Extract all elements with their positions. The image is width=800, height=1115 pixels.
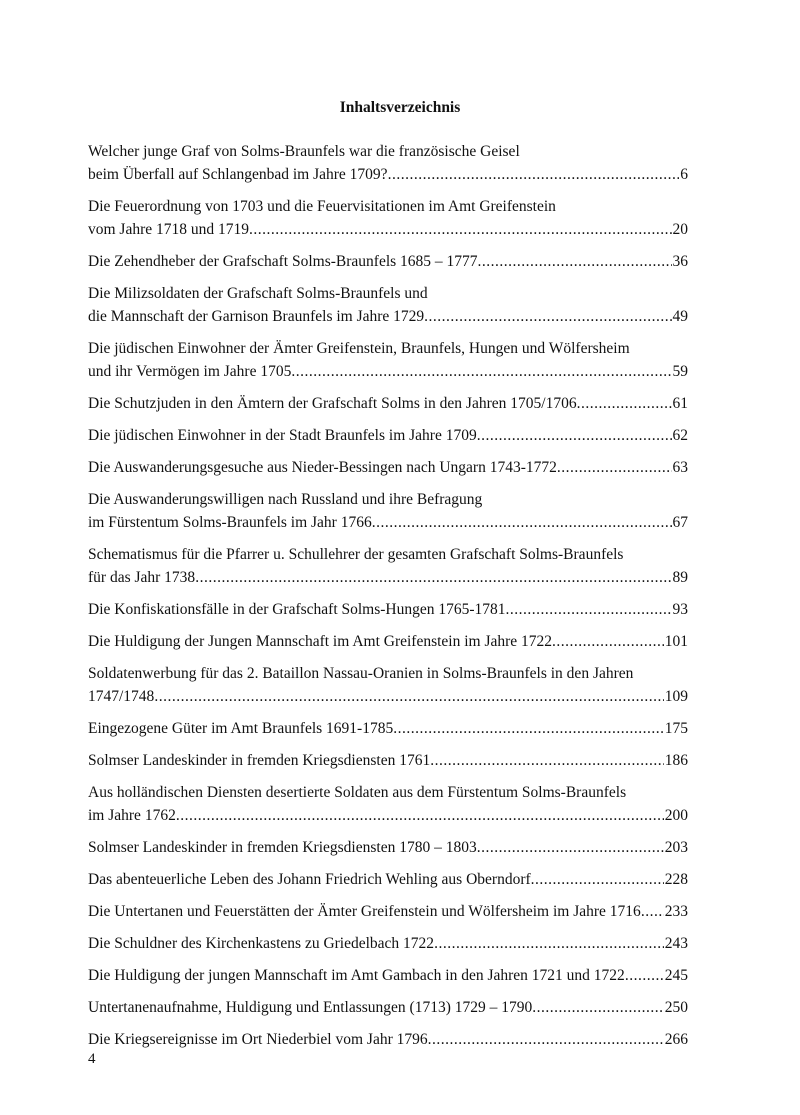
dot-leader [506, 598, 672, 621]
toc-entry-title-line: Die Huldigung der jungen Mannschaft im Amt Gambach in den Jahren 1721 und 1722 [88, 967, 625, 984]
toc-entry [88, 456, 688, 479]
toc-entry-page-number: 101 [664, 633, 688, 650]
toc-entry-page-number: 200 [664, 807, 688, 824]
dot-leader [195, 566, 671, 589]
toc-entry-last-line [88, 250, 688, 273]
dot-leader [477, 424, 672, 447]
toc-entry-title-line: Die jüdischen Einwohner der Ämter Greifenstein, Braunfels, Hungen und Wölfersheim [88, 340, 630, 357]
toc-entry-page-number: 89 [672, 569, 688, 586]
toc-entry-title-line: beim Überfall auf Schlangenbad im Jahre 1709? [88, 166, 388, 183]
toc-entry [88, 488, 688, 534]
toc-entry [88, 964, 688, 987]
toc-entry-last-line [88, 424, 688, 447]
toc-entry-title-line: Die Milizsoldaten der Grafschaft Solms-Braunfels und [88, 285, 428, 302]
toc-entry-last-line [88, 836, 688, 859]
toc-entry-last-line [88, 218, 688, 241]
toc-entry-last-line [88, 392, 688, 415]
toc-entry-title-line: Das abenteuerliche Leben des Johann Friedrich Wehling aus Oberndorf [88, 871, 531, 888]
toc-entry-last-line [88, 685, 688, 708]
toc-entry [88, 282, 688, 328]
toc-entry-last-line [88, 804, 688, 827]
toc-entry-last-line [88, 360, 688, 383]
toc-entry [88, 392, 688, 415]
toc-entry-title-line: Die Untertanen und Feuerstätten der Ämter Greifenstein und Wölfersheim im Jahre 1716 [88, 903, 641, 920]
toc-entry-title-line: und ihr Vermögen im Jahre 1705 [88, 363, 292, 380]
toc-entry-page-number: 63 [672, 459, 688, 476]
toc-entry-page-number: 203 [664, 839, 688, 856]
toc-entry-title-line: im Fürstentum Solms-Braunfels im Jahr 1766 [88, 514, 372, 531]
toc-entry-title-line: Die Auswanderungsgesuche aus Nieder-Bessingen nach Ungarn 1743-1772 [88, 459, 557, 476]
toc-entry [88, 781, 688, 827]
toc-entry [88, 140, 688, 186]
dot-leader [430, 749, 664, 772]
toc-entry-last-line [88, 749, 688, 772]
toc-entry [88, 900, 688, 923]
toc-entry-page-number: 266 [664, 1031, 688, 1048]
toc-entry-title-line: Solmser Landeskinder in fremden Kriegsdiensten 1761 [88, 752, 431, 769]
toc-entry-title-line: Welcher junge Graf von Solms-Braunfels war die französische Geisel [88, 143, 520, 160]
toc-entry-title-line: Die Auswanderungswilligen nach Russland und ihre Befragung [88, 491, 483, 508]
toc-entry-page-number: 20 [672, 221, 688, 238]
toc-entry-title-line: die Mannschaft der Garnison Braunfels im Jahre 1729 [88, 308, 425, 325]
toc-entry [88, 337, 688, 383]
table-of-contents [88, 140, 688, 1060]
toc-entry-page-number: 109 [664, 688, 688, 705]
dot-leader [478, 250, 672, 273]
toc-entry-page-number: 67 [672, 514, 688, 531]
toc-entry-last-line [88, 932, 688, 955]
toc-entry-last-line [88, 900, 688, 923]
dot-leader [577, 392, 672, 415]
toc-entry [88, 250, 688, 273]
dot-leader [249, 218, 671, 241]
toc-entry-page-number: 186 [664, 752, 688, 769]
toc-entry-page-number: 175 [664, 720, 688, 737]
toc-entry-page-number: 36 [672, 253, 688, 270]
toc-entry-page-number: 61 [672, 395, 688, 412]
toc-entry [88, 1028, 688, 1051]
toc-entry-last-line [88, 163, 688, 186]
dot-leader [532, 996, 664, 1019]
toc-entry [88, 996, 688, 1019]
toc-entry-last-line [88, 964, 688, 987]
toc-entry-page-number: 228 [664, 871, 688, 888]
toc-entry-title-line: Untertanenaufnahme, Huldigung und Entlassungen (1713) 1729 – 1790 [88, 999, 533, 1016]
toc-entry-last-line [88, 566, 688, 589]
dot-leader [176, 804, 664, 827]
toc-entry-title-line: Solmser Landeskinder in fremden Kriegsdiensten 1780 – 1803 [88, 839, 477, 856]
toc-entry-page-number: 6 [680, 166, 688, 183]
toc-entry-title-line: Die Schutzjuden in den Ämtern der Grafschaft Solms in den Jahren 1705/1706 [88, 395, 577, 412]
toc-entry-title-line: Schematismus für die Pfarrer u. Schullehrer der gesamten Grafschaft Solms-Braunfels [88, 546, 624, 563]
toc-entry [88, 868, 688, 891]
toc-entry-title-line: Die Huldigung der Jungen Mannschaft im Amt Greifenstein im Jahre 1722 [88, 633, 553, 650]
toc-entry-title-line: Die Feuerordnung von 1703 und die Feuervisitationen im Amt Greifenstein [88, 198, 556, 215]
toc-entry [88, 717, 688, 740]
dot-leader [428, 1028, 664, 1051]
dot-leader [154, 685, 663, 708]
toc-entry [88, 195, 688, 241]
toc-entry [88, 598, 688, 621]
toc-entry-title-line: Die Kriegsereignisse im Ort Niederbiel vom Jahr 1796 [88, 1031, 428, 1048]
toc-entry-last-line [88, 996, 688, 1019]
toc-entry-title-line: Die Schuldner des Kirchenkastens zu Griedelbach 1722 [88, 935, 435, 952]
dot-leader [552, 630, 664, 653]
toc-entry-last-line [88, 511, 688, 534]
dot-leader [477, 836, 664, 859]
toc-entry-title-line: Die jüdischen Einwohner in der Stadt Braunfels im Jahre 1709 [88, 427, 477, 444]
toc-entry-page-number: 49 [672, 308, 688, 325]
page-title: Inhaltsverzeichnis [339, 99, 461, 116]
dot-leader [388, 163, 680, 186]
dot-leader [393, 717, 664, 740]
toc-entry-page-number: 62 [672, 427, 688, 444]
toc-entry-page-number: 250 [664, 999, 688, 1016]
dot-leader [291, 360, 671, 383]
toc-entry-title-line: vom Jahre 1718 und 1719 [88, 221, 250, 238]
toc-entry-title-line: Soldatenwerbung für das 2. Bataillon Nassau-Oranien in Solms-Braunfels in den Jahren [88, 665, 634, 682]
toc-entry-last-line [88, 717, 688, 740]
page-number: 4 [88, 1051, 96, 1067]
dot-leader [557, 456, 672, 479]
toc-entry-last-line [88, 456, 688, 479]
dot-leader [641, 900, 664, 923]
toc-entry [88, 749, 688, 772]
dot-leader [531, 868, 664, 891]
toc-entry-page-number: 59 [672, 363, 688, 380]
toc-entry [88, 836, 688, 859]
toc-entry [88, 662, 688, 708]
dot-leader [424, 305, 671, 328]
dot-leader [625, 964, 664, 987]
toc-entry [88, 630, 688, 653]
toc-entry-title-line: Die Konfiskationsfälle in der Grafschaft Solms-Hungen 1765-1781 [88, 601, 506, 618]
toc-entry-page-number: 245 [664, 967, 688, 984]
toc-entry-last-line [88, 598, 688, 621]
toc-entry-title-line: Die Zehendheber der Grafschaft Solms-Braunfels 1685 – 1777 [88, 253, 478, 270]
toc-entry [88, 543, 688, 589]
toc-entry-title-line: 1747/1748 [88, 688, 155, 705]
toc-entry-last-line [88, 1028, 688, 1051]
toc-entry-last-line [88, 868, 688, 891]
toc-entry [88, 932, 688, 955]
toc-entry-last-line [88, 305, 688, 328]
toc-entry-last-line [88, 630, 688, 653]
dot-leader [434, 932, 664, 955]
toc-entry [88, 424, 688, 447]
toc-entry-title-line: im Jahre 1762 [88, 807, 176, 824]
toc-entry-page-number: 93 [672, 601, 688, 618]
toc-entry-title-line: für das Jahr 1738 [88, 569, 196, 586]
toc-entry-title-line: Eingezogene Güter im Amt Braunfels 1691-1785 [88, 720, 394, 737]
dot-leader [372, 511, 672, 534]
toc-entry-title-line: Aus holländischen Diensten desertierte Soldaten aus dem Fürstentum Solms-Braunfels [88, 784, 627, 801]
toc-entry-page-number: 233 [664, 903, 688, 920]
toc-entry-page-number: 243 [664, 935, 688, 952]
